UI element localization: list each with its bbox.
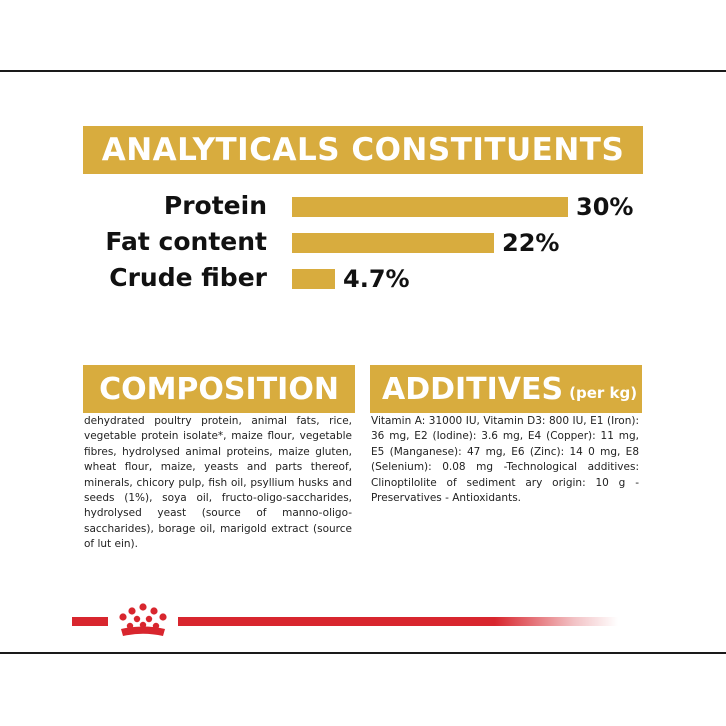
fat-label: Fat content bbox=[105, 227, 267, 256]
fat-bar bbox=[292, 233, 494, 253]
additives-banner bbox=[370, 365, 642, 413]
additives-text: Vitamin A: 31000 IU, Vitamin D3: 800 IU, E1 (Iron): 36 mg, E2 (Iodine): 3.6 mg, E4 (Copper): 11 mg, E5 (Manganese): 47 mg, E6 (Zinc): 14 0 mg, E8 (Selenium): 0.08 mg -Technological additives: Clinoptilolite of sediment ary origin: 10 g - Preservatives - Antioxidants. bbox=[371, 415, 639, 505]
additives-subtitle: (per kg) bbox=[569, 384, 638, 402]
crown-logo-icon bbox=[112, 602, 174, 638]
composition-banner bbox=[83, 365, 355, 413]
bottom-divider bbox=[0, 652, 726, 654]
protein-value: 30% bbox=[576, 193, 634, 221]
fiber-bar bbox=[292, 269, 335, 289]
red-stripe-right bbox=[178, 617, 618, 626]
fiber-label: Crude fiber bbox=[109, 263, 267, 292]
fiber-value: 4.7% bbox=[343, 265, 410, 293]
top-divider bbox=[0, 70, 726, 72]
composition-text: dehydrated poultry protein, animal fats, rice, vegetable protein isolate*, maize flour, vegetable fibres, hydrolysed animal proteins, maize gluten, wheat flour, maize, yeasts and parts thereof, minerals, chicory pulp, fish oil, psyllium husks and seeds (1%), soya oil, fructo-oligo-saccharides, hydrolysed yeast (source of manno-oligo-saccharides), borage oil, marigold extract (source of lut ein). bbox=[84, 415, 352, 551]
protein-bar bbox=[292, 197, 568, 217]
additives-title: ADDITIVES bbox=[382, 371, 564, 407]
protein-label: Protein bbox=[163, 191, 267, 220]
red-stripe-left bbox=[72, 617, 108, 626]
analytics-title: ANALYTICALS CONSTITUENTS bbox=[101, 132, 625, 168]
fat-value: 22% bbox=[502, 229, 560, 257]
analytics-banner bbox=[83, 126, 643, 174]
composition-title: COMPOSITION bbox=[99, 371, 339, 407]
